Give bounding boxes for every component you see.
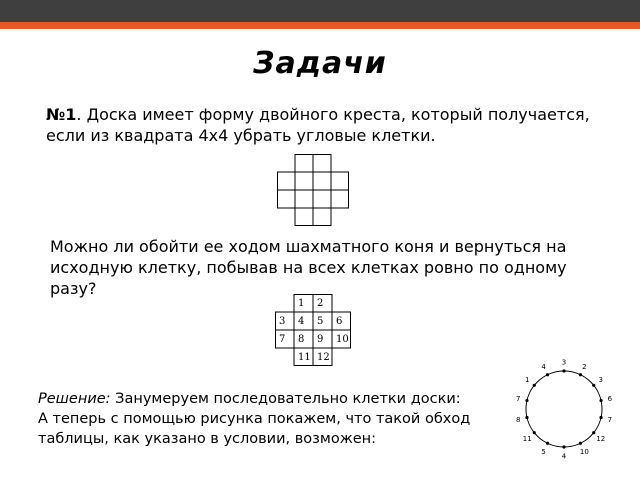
question-text: Можно ли обойти ее ходом шахматного коня и вернуться на исходную клетку, побывав на всех клетках ровно по одному разу? — [50, 237, 567, 298]
solution-line2: А теперь с помощью рисунка покажем, что такой обход таблицы, как указано в условии, возможен: — [38, 411, 471, 447]
double-cross-board — [277, 154, 349, 226]
cycle-node-label: 6 — [607, 395, 613, 404]
solution-text — [38, 389, 521, 449]
problem-text: . Доска имеет форму двойного креста, который получается, если из квадрата 4х4 убрать угловые клетки. — [46, 105, 590, 145]
cycle-node — [533, 384, 536, 387]
cycle-node — [579, 442, 582, 445]
page-title: Задачи — [253, 46, 387, 81]
board-cell-label: 5 — [317, 316, 324, 327]
board-cell-label: 4 — [298, 316, 305, 327]
numbered-board — [275, 294, 351, 366]
cycle-node-label: 8 — [515, 415, 521, 424]
cycle-node-label: 10 — [579, 447, 589, 456]
cycle-node-label: 4 — [561, 452, 567, 461]
board-cell-label: 9 — [317, 334, 324, 345]
cycle-node-label: 7 — [515, 395, 521, 404]
cycle-node — [579, 373, 582, 376]
cycle-node-label: 4 — [541, 363, 546, 372]
board-cell-label: 3 — [279, 316, 286, 327]
board-cell-label: 1 — [298, 298, 305, 309]
cycle-node-label: 11 — [522, 434, 532, 443]
cycle-node-label: 12 — [596, 434, 606, 443]
solution-lead: Решение: — [38, 391, 111, 407]
knight-tour-cycle — [515, 358, 613, 461]
cycle-node-label: 2 — [582, 363, 587, 372]
orange-accent-bar — [0, 22, 640, 29]
cycle-node — [599, 399, 602, 402]
cycle-node — [546, 442, 549, 445]
problem-statement — [46, 104, 606, 146]
board-cell-label: 6 — [336, 316, 343, 327]
cycle-node — [546, 373, 549, 376]
problem-number: №1 — [46, 105, 77, 124]
cycle-node-label: 5 — [541, 447, 546, 456]
board-cell-label: 11 — [298, 352, 311, 363]
cycle-node — [592, 431, 595, 434]
cycle-node — [592, 384, 595, 387]
cycle-node — [533, 431, 536, 434]
board-cell-label: 2 — [317, 298, 324, 309]
cycle-node-label: 3 — [598, 376, 603, 385]
board-cell-label: 8 — [298, 334, 305, 345]
cycle-node-label: 1 — [525, 376, 530, 385]
cycle-node — [562, 445, 565, 448]
board-cell-label: 12 — [317, 352, 330, 363]
cycle-node-label: 3 — [561, 358, 567, 367]
board-cell-label: 7 — [279, 334, 286, 345]
cycle-node — [525, 399, 528, 402]
cycle-node — [562, 369, 565, 372]
board-cell-label: 10 — [336, 334, 349, 345]
top-dark-bar — [0, 0, 640, 22]
cycle-node — [525, 416, 528, 419]
cycle-node-label: 7 — [607, 415, 613, 424]
cycle-node — [599, 416, 602, 419]
solution-line1: Занумеруем последовательно клетки доски: — [110, 391, 461, 407]
